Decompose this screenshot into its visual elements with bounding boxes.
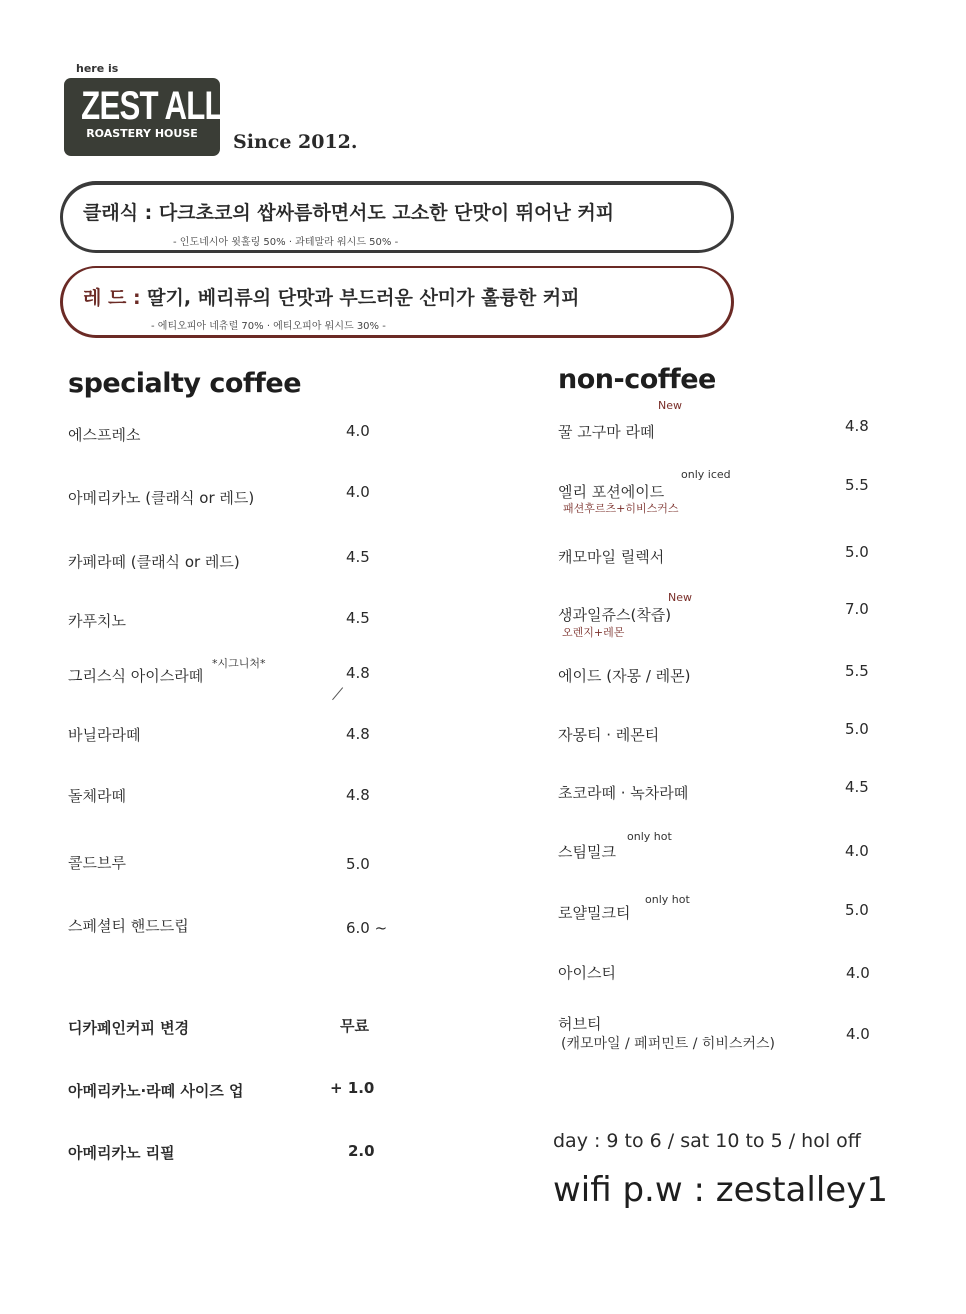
- menu-item-price: 4.0: [346, 483, 370, 501]
- menu-item-name: 카페라떼 (클래식 or 레드): [68, 553, 240, 571]
- menu-item-price: 6.0 ~: [346, 919, 388, 937]
- menu-item-name: 자몽티 · 레몬티: [558, 726, 660, 744]
- pen-mark: [332, 687, 344, 701]
- only-hot-note: only hot: [645, 893, 690, 906]
- menu-item-name: 생과일쥬스(착즙): [558, 606, 672, 624]
- red-bean-blend: - 에티오피아 네츄럴 70% · 에티오피아 워시드 30% -: [151, 321, 386, 332]
- menu-item-name: 아메리카노 (클래식 or 레드): [68, 489, 255, 507]
- classic-bean-blend: - 인도네시아 윗홀링 50% · 과테말라 워시드 50% -: [173, 237, 399, 248]
- only-iced-note: only iced: [681, 468, 731, 481]
- menu-item-price: 4.5: [845, 778, 869, 796]
- noncoffee-title: non-coffee: [558, 364, 716, 395]
- red-bean-line: [83, 283, 580, 310]
- classic-bean-box: [60, 181, 734, 253]
- classic-bean-line: [83, 198, 614, 225]
- menu-item-price: 4.0: [846, 964, 870, 982]
- logo-name: ZEST ALLEY: [81, 84, 263, 128]
- menu-item-price: 5.0: [845, 543, 869, 561]
- extra-item-name: 아메리카노 리필: [68, 1144, 175, 1162]
- menu-item-name: 돌체라떼: [68, 787, 126, 805]
- menu-item-name: 꿀 고구마 라떼: [558, 423, 655, 441]
- menu-item-price: 4.8: [346, 725, 370, 743]
- menu-item-name: 카푸치노: [68, 612, 126, 630]
- menu-item-price: 5.5: [845, 476, 869, 494]
- menu-item-name: 그리스식 아이스라떼: [68, 667, 204, 685]
- extra-item-name: 디카페인커피 변경: [68, 1019, 190, 1037]
- menu-item-name: 로얄밀크티: [558, 904, 631, 922]
- new-badge: New: [658, 399, 682, 412]
- logo-subtitle: ROASTERY HOUSE: [86, 127, 198, 140]
- red-bean-label: 레 드 :: [83, 287, 141, 309]
- menu-item-price: 4.8: [346, 786, 370, 804]
- menu-item-price: 4.5: [346, 609, 370, 627]
- classic-bean-label: 클래식 :: [83, 202, 153, 224]
- menu-item-sub: 패션후르츠+히비스커스: [563, 502, 679, 515]
- since-text: Since 2012.: [233, 131, 358, 153]
- menu-item-name: 에이드 (자몽 / 레몬): [558, 667, 691, 685]
- menu-item-price: 4.0: [846, 1025, 870, 1043]
- menu-item-name: 스페셜티 핸드드립: [68, 917, 189, 935]
- menu-item-price: 5.0: [845, 901, 869, 919]
- specialty-title: specialty coffee: [68, 368, 302, 399]
- menu-item-price: 5.0: [845, 720, 869, 738]
- menu-item-name: 스팀밀크: [558, 843, 616, 861]
- signature-note: *시그니처*: [212, 657, 266, 670]
- new-badge: New: [668, 591, 692, 604]
- menu-item-name: 허브티: [558, 1015, 602, 1033]
- menu-item-price: 7.0: [845, 600, 869, 618]
- logo: [64, 78, 263, 156]
- menu-item-name: 콜드브루: [68, 854, 126, 872]
- menu-item-name: 아이스티: [558, 964, 616, 982]
- menu-item-name: 에스프레소: [68, 426, 141, 444]
- menu-item-name: 초코라떼 · 녹차라떼: [558, 784, 689, 802]
- menu-item-price: 4.0: [845, 842, 869, 860]
- tagline: here is: [76, 62, 119, 75]
- menu-item-sub: (캐모마일 / 페퍼민트 / 히비스커스): [561, 1036, 775, 1052]
- only-hot-note: only hot: [627, 830, 672, 843]
- extra-item-price: 2.0: [348, 1142, 375, 1160]
- menu-item-price: 5.5: [845, 662, 869, 680]
- menu-item-price: 4.5: [346, 548, 370, 566]
- menu-item-name: 엘리 포션에이드: [558, 483, 665, 501]
- extra-item-name: 아메리카노·라떼 사이즈 업: [68, 1082, 244, 1100]
- red-bean-desc: 딸기, 베리류의 단맛과 부드러운 산미가 훌륭한 커피: [147, 287, 580, 309]
- extra-item-price: + 1.0: [330, 1079, 375, 1097]
- menu-item-sub: 오렌지+레몬: [562, 626, 625, 639]
- opening-hours: day : 9 to 6 / sat 10 to 5 / hol off: [553, 1130, 861, 1152]
- menu-item-price: 4.8: [845, 417, 869, 435]
- menu-item-price: 5.0: [346, 855, 370, 873]
- menu-item-name: 바닐라라떼: [68, 726, 141, 744]
- extra-item-price: 무료: [340, 1017, 369, 1035]
- wifi-password: wifi p.w : zestalley1: [553, 1170, 888, 1210]
- menu-item-price: 4.0: [346, 422, 370, 440]
- menu-item-price: 4.8: [346, 664, 370, 682]
- menu-item-name: 캐모마일 릴렉서: [558, 548, 665, 566]
- classic-bean-desc: 다크초코의 쌉싸름하면서도 고소한 단맛이 뛰어난 커피: [158, 202, 615, 224]
- red-bean-box: [60, 266, 734, 338]
